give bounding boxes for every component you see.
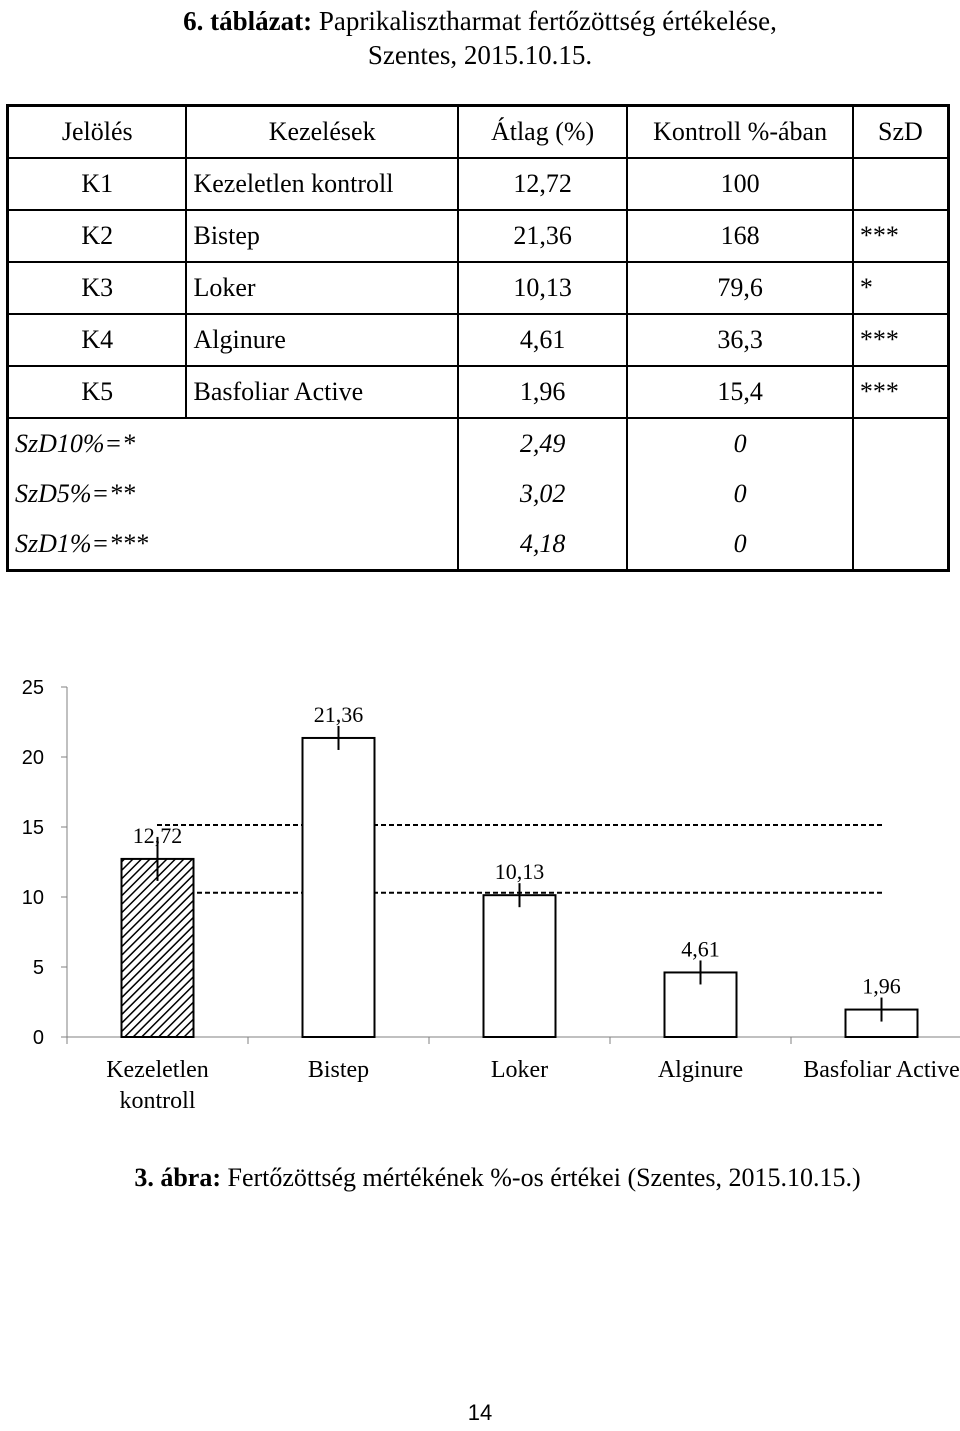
row-code: K3 (8, 262, 187, 314)
table-title-line1: Paprikalisztharmat fertőzöttség értékelése, (318, 6, 777, 36)
data-label: 1,96 (862, 973, 901, 999)
table-header-row (8, 106, 949, 159)
bar-chart (0, 660, 960, 1130)
y-tick-label: 0 (32, 1027, 44, 1049)
category-label: kontroll (119, 1088, 196, 1114)
row-control-pct: 15,4 (627, 366, 853, 418)
figure-caption (0, 1163, 960, 1193)
table-row (8, 262, 949, 314)
table-row (8, 210, 949, 262)
page-number: 14 (467, 1400, 493, 1425)
y-tick-label: 5 (32, 957, 44, 979)
data-label: 4,61 (681, 936, 720, 962)
row-control-pct: 36,3 (627, 314, 853, 366)
row-code: K2 (8, 210, 187, 262)
sig-value: 2,49 (458, 418, 627, 469)
category-label: Kezeletlen (106, 1057, 209, 1083)
row-treatment: Alginure (186, 314, 457, 366)
sig-label: SzD1%=*** (8, 519, 458, 571)
table-title-prefix: 6. táblázat: (183, 6, 313, 36)
bar (303, 738, 375, 1037)
table-title (0, 4, 960, 38)
sig-empty (853, 519, 949, 571)
sig-empty (853, 418, 949, 469)
row-treatment: Kezeletlen kontroll (186, 158, 457, 210)
figure-caption-text: Fertőzöttség mértékének %-os értékei (Szentes, 2015.10.15.) (227, 1163, 861, 1192)
sig-control: 0 (627, 418, 853, 469)
figure-caption-prefix: 3. ábra: (134, 1163, 221, 1192)
sig-row (8, 418, 949, 469)
sig-value: 3,02 (458, 469, 627, 519)
row-code: K4 (8, 314, 187, 366)
row-szd (853, 158, 949, 210)
row-szd: * (853, 262, 949, 314)
header-szd: SzD (853, 106, 949, 159)
sig-value: 4,18 (458, 519, 627, 571)
table-row (8, 366, 949, 418)
row-code: K1 (8, 158, 187, 210)
header-atlag: Átlag (%) (458, 106, 627, 159)
sig-empty (853, 469, 949, 519)
category-label: Basfoliar Active (803, 1057, 960, 1083)
row-control-pct: 79,6 (627, 262, 853, 314)
bar (484, 895, 556, 1037)
table-row (8, 158, 949, 210)
data-label: 12,72 (132, 822, 183, 848)
sig-label: SzD5%=** (8, 469, 458, 519)
y-tick-label: 10 (21, 887, 44, 909)
results-table (6, 104, 950, 572)
y-tick-label: 20 (21, 747, 44, 769)
row-mean: 1,96 (458, 366, 627, 418)
row-control-pct: 168 (627, 210, 853, 262)
sig-control: 0 (627, 469, 853, 519)
category-label: Loker (490, 1057, 549, 1083)
row-control-pct: 100 (627, 158, 853, 210)
category-label: Bistep (307, 1057, 370, 1083)
sig-row (8, 469, 949, 519)
header-kezelesek: Kezelések (186, 106, 457, 159)
row-szd: *** (853, 314, 949, 366)
bar (122, 859, 194, 1037)
header-kontroll: Kontroll %-ában (627, 106, 853, 159)
row-szd: *** (853, 366, 949, 418)
y-tick-label: 25 (21, 677, 44, 699)
sig-row (8, 519, 949, 571)
row-code: K5 (8, 366, 187, 418)
y-tick-label: 15 (21, 817, 44, 839)
table-title-line2: Szentes, 2015.10.15. (367, 40, 593, 70)
row-treatment: Loker (186, 262, 457, 314)
data-label: 21,36 (313, 701, 364, 727)
row-mean: 21,36 (458, 210, 627, 262)
row-treatment: Bistep (186, 210, 457, 262)
row-szd: *** (853, 210, 949, 262)
row-mean: 12,72 (458, 158, 627, 210)
sig-control: 0 (627, 519, 853, 571)
row-mean: 4,61 (458, 314, 627, 366)
data-label: 10,13 (494, 859, 545, 885)
row-treatment: Basfoliar Active (186, 366, 457, 418)
header-jeloles: Jelölés (8, 106, 187, 159)
category-label: Alginure (657, 1057, 744, 1083)
table-row (8, 314, 949, 366)
row-mean: 10,13 (458, 262, 627, 314)
sig-label: SzD10%=* (8, 418, 458, 469)
